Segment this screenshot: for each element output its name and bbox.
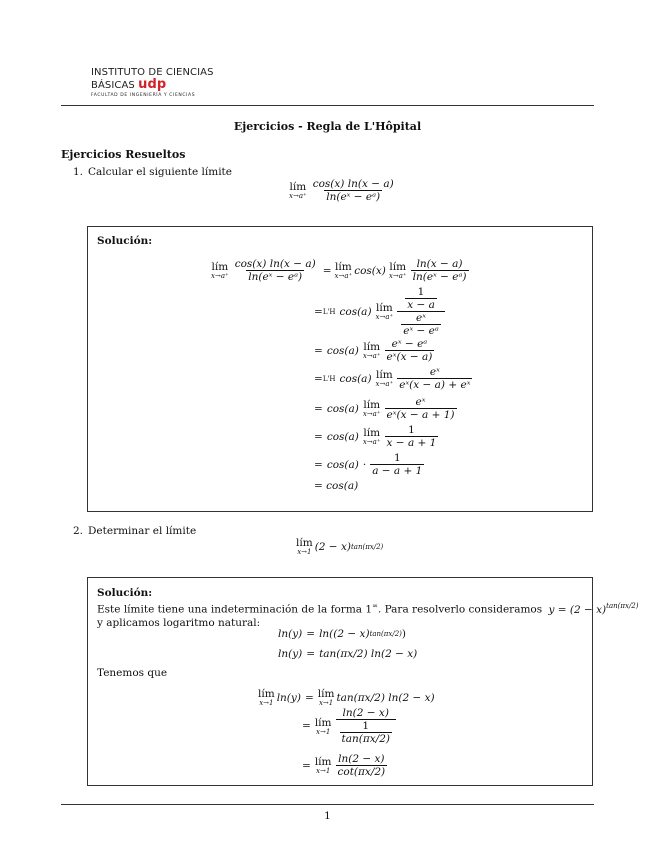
ex2-number: 2. [73,525,84,537]
ex2-limrow3: = lím x→1 $\frac{\ln(2 - x)}{\cot(\pi x/2)}$ [302,753,386,779]
ex1-number: 1. [73,166,84,178]
sol1-row1: lím x→a⁺ $\frac{\cos(x) \ln(x - a)}{\text{ln(eˣ − eᵃ)}}$ = lím x→a⁺ cos(x) lím x→a⁺ $\frac{\ln(x - a)}{\text{ln(eˣ − eᵃ)}}$ [211,258,467,284]
ex1-statement: Calcular el siguiente límite [88,166,232,178]
logo-basicas: BÁSICAS [91,80,135,91]
ex2-statement: Determinar el límite [88,525,197,537]
section-heading: Ejercicios Resueltos [61,148,186,161]
sol1-row6: = cos(a) lím x→a⁺ $\frac{1}{x - a + 1}$ [314,424,437,450]
ex2-limit-display: lím x→1 (2 − x) tan(πx/2) [296,537,384,556]
ex1-limit-display [289,178,398,203]
page-number: 1 [324,810,331,822]
sol1-row7: = cos(a) · $\frac{1}{a - a + 1}$ [314,452,423,478]
sol1-row8: = cos(a) [314,480,359,492]
ex2-limrow1: lím x→1 ln(y) = lím x→1 tan(πx/2) ln(2 − x) [258,688,435,707]
sol1-row2: = L'H cos(a) lím x→a⁺ $\frac{\frac{1}{x - a}}{\frac{\text{eˣ}}{\text{eˣ − eᵃ}}}$ [314,286,447,337]
sol1-row5: = cos(a) lím x→a⁺ $\frac{\text{eˣ}}{\text{eˣ(x − a + 1)}}$ [314,396,455,422]
page-title: Ejercicios - Regla de L'Hôpital [233,120,422,133]
ex2-lnrow1: ln(y) = ln((2 − x) tan(πx/2) ) [278,628,406,640]
solution-label-1: Solución: [97,235,153,247]
institution-logo [91,67,214,99]
ex2-intro-line2: y aplicamos logaritmo natural: [97,617,261,629]
sol1-row3: = cos(a) lím x→a⁺ $\frac{\text{eˣ − eᵃ}}{\text{eˣ(x − a)}}$ [314,338,433,364]
ex2-intro: Este límite tiene una indeterminación de la forma 1∞. Para resolverlo consideramos $y = (2 - x)^{tan(\pi x/2)}$ [97,602,639,616]
logo-line3: FACULTAD DE INGENIERÍA Y CIENCIAS [91,93,196,98]
ex2-lnrow2: ln(y) = tan(πx/2) ln(2 − x) [278,648,418,660]
solution-label-2: Solución: [97,587,153,599]
lim-operator: lím x→a⁺ [289,181,307,201]
header-rule [61,105,594,106]
ex2-limrow2: = lím x→1 $\frac{\ln(2 - x)}{\frac{1}{\tan(\pi x/2)}}$ [302,707,398,745]
fraction: $\frac{\cos(x) \ln(x - a)}{\text{ln(eˣ − eᵃ)}}$ [312,178,394,204]
tenemos-text: Tenemos que [97,667,168,679]
sol1-row4: = L'H cos(a) lím x→a⁺ $\frac{\text{eˣ}}{\text{eˣ(x − a) + eˣ}}$ [314,366,471,392]
logo-line2 [91,79,214,92]
logo-line1: INSTITUTO DE CIENCIAS [91,67,214,78]
footer-rule [61,804,594,805]
udp-brand: udp [138,77,167,92]
